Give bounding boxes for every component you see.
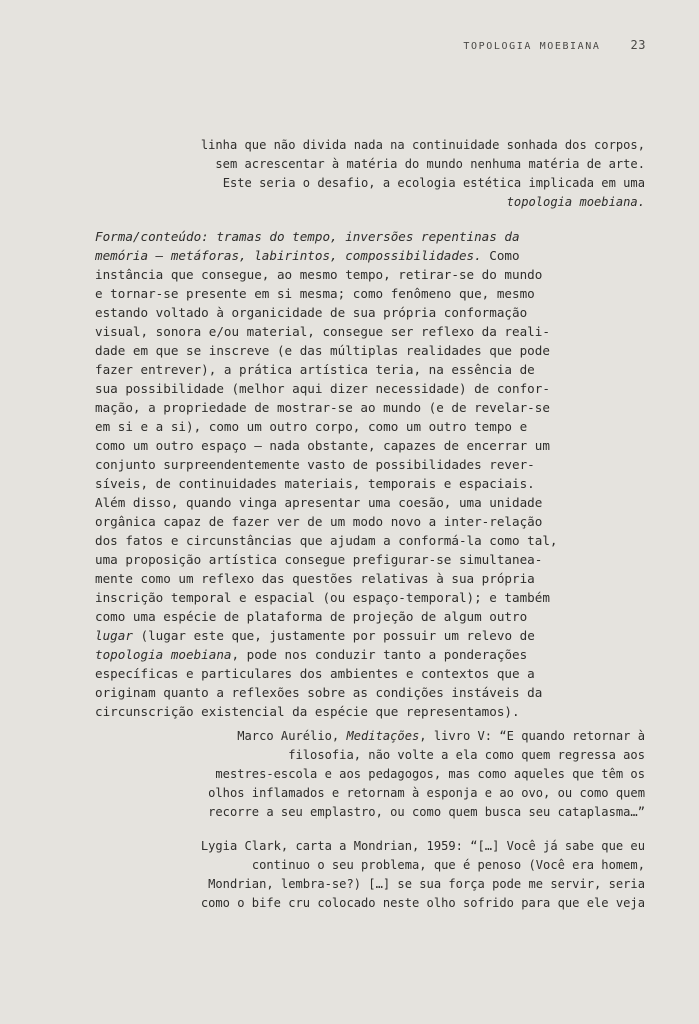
quote-line (237, 727, 645, 746)
running-title: TOPOLOGIA MOEBIANA (463, 41, 601, 52)
body-line: circunscrição existencial da espécie que representamos). (95, 704, 520, 719)
body-line: mação, a propriedade de mostrar-se ao mundo (e de revelar-se (95, 400, 550, 415)
body-line: conjunto surpreendentemente vasto de possibilidades rever- (95, 457, 535, 472)
running-header (463, 38, 646, 52)
body-line-roman: , pode nos conduzir tanto a ponderações (231, 647, 528, 662)
body-line: instância que consegue, ao mesmo tempo, retirar-se do mundo (95, 267, 543, 282)
body-line: como um outro espaço – nada obstante, capazes de encerrar um (95, 438, 550, 453)
body-line: em si e a si), como um outro corpo, como um outro tempo e (95, 419, 528, 434)
body-line: como uma espécie de plataforma de projeção de algum outro (95, 609, 528, 624)
body-line: fazer entrever), a prática artística teria, na essência de (95, 362, 535, 377)
body-line-roman: Como (481, 248, 520, 263)
body-line-roman: (lugar este que, justamente por possuir um relevo de (132, 628, 535, 643)
quote-line: recorre a seu emplastro, ou como quem busca seu cataplasma…” (208, 805, 645, 819)
body-line: dade em que se inscreve (e das múltiplas realidades que pode (95, 343, 550, 358)
body-line: uma proposição artística consegue prefigurar-se simultanea- (95, 552, 543, 567)
body-line: específicas e particulares dos ambientes e contextos que a (95, 666, 535, 681)
body-line: dos fatos e circunstâncias que ajudam a conformá-la como tal, (95, 533, 558, 548)
body-line-italic: memória – metáforas, labirintos, compossibilidades. (95, 248, 482, 263)
epigraph-line: linha que não divida nada na continuidade sonhada dos corpos, (200, 138, 645, 152)
quote-line: olhos inflamados e retornam à esponja e ao ovo, ou como quem (208, 786, 645, 800)
body-line: síveis, de continuidades materiais, temporais e espaciais. (95, 476, 535, 491)
quote-line: filosofia, não volte a ela como quem regressa aos (288, 748, 645, 762)
body-line: estando voltado à organicidade de sua própria conformação (95, 305, 528, 320)
body-line (95, 626, 535, 645)
quote-line: como o bife cru colocado neste olho sofrido para que ele veja (200, 896, 645, 910)
body-line-italic: topologia moebiana (95, 647, 232, 662)
quote-line: Mondrian, lembra-se?) […] se sua força pode me servir, seria (208, 877, 645, 891)
page-number: 23 (630, 38, 646, 52)
epigraph-line: sem acrescentar à matéria do mundo nenhuma matéria de arte. (215, 157, 645, 171)
quote-line: continuo o seu problema, que é penoso (Você era homem, (251, 858, 645, 872)
epigraph-line: topologia moebiana. (506, 195, 645, 209)
body-line: Forma/conteúdo: tramas do tempo, inversões repentinas da (95, 229, 520, 244)
body-line: e tornar-se presente em si mesma; como fenômeno que, mesmo (95, 286, 535, 301)
body-line: Além disso, quando vinga apresentar uma coesão, uma unidade (95, 495, 543, 510)
body-line: originam quanto a reflexões sobre as condições instáveis da (95, 685, 543, 700)
body-line (95, 645, 527, 664)
epigraph-line: Este seria o desafio, a ecologia estética implicada em uma (222, 176, 645, 190)
body-line: visual, sonora e/ou material, consegue ser reflexo da reali- (95, 324, 550, 339)
quote-line: mestres-escola e aos pedagogos, mas como aqueles que têm os (215, 767, 645, 781)
body-line: mente como um reflexo das questões relativas à sua própria (95, 571, 535, 586)
quote-text: , livro V: “E quando retornar à (419, 729, 645, 743)
quote-text: Marco Aurélio, (237, 729, 347, 743)
body-line-italic: lugar (95, 628, 133, 643)
body-line: sua possibilidade (melhor aqui dizer necessidade) de confor- (95, 381, 550, 396)
body-line: inscrição temporal e espacial (ou espaço-temporal); e também (95, 590, 550, 605)
body-line: orgânica capaz de fazer ver de um modo novo a inter-relação (95, 514, 543, 529)
quote-line: Lygia Clark, carta a Mondrian, 1959: “[…] Você já sabe que eu (200, 839, 645, 853)
body-line (95, 246, 520, 265)
book-title: Meditações (346, 729, 420, 743)
